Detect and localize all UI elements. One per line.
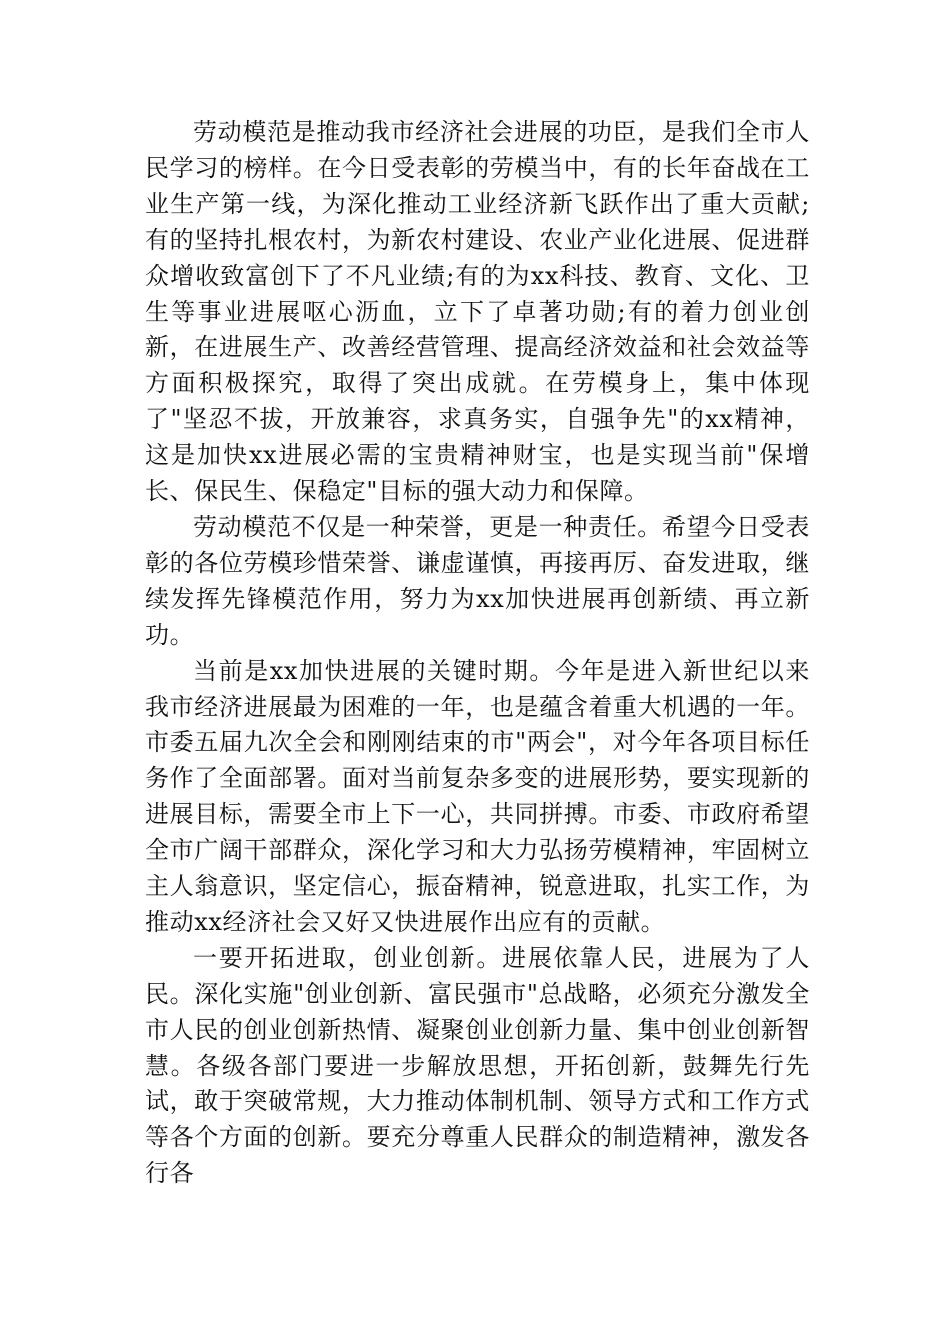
- paragraph-3: 当前是xx加快进展的关键时期。今年是进入新世纪以来我市经济进展最为困难的一年，也是蕴含着重大机遇的一年。市委五届九次全会和刚刚结束的市"两会"，对今年各项目标任务作了全面部署。面对当前复杂多变的进展形势，要实现新的进展目标，需要全市上下一心，共同拼搏。市委、市政府希望全市广阔干部群众，深化学习和大力弘扬劳模精神，牢固树立主人翁意识，坚定信心，振奋精神，锐意进取，扎实工作，为推动xx经济社会又好又快进展作出应有的贡献。: [145, 656, 810, 936]
- paragraph-1: 劳动模范是推动我市经济社会进展的功臣，是我们全市人民学习的榜样。在今日受表彰的劳模当中，有的长年奋战在工业生产第一线，为深化推动工业经济新飞跃作出了重大贡献;有的坚持扎根农村，为新农村建设、农业产业化进展、促进群众增收致富创下了不凡业绩;有的为xx科技、教育、文化、卫生等事业进展呕心沥血，立下了卓著功勋;有的着力创业创新，在进展生产、改善经营管理、提高经济效益和社会效益等方面积极探究，取得了突出成就。在劳模身上，集中体现了"坚忍不拔，开放兼容，求真务实，自强争先"的xx精神，这是加快xx进展必需的宝贵精神财宝，也是实现当前"保增长、保民生、保稳定"目标的强大动力和保障。: [145, 118, 810, 506]
- paragraph-4: 一要开拓进取，创业创新。进展依靠人民，进展为了人民。深化实施"创业创新、富民强市"总战略，必须充分激发全市人民的创业创新热情、凝聚创业创新力量、集中创业创新智慧。各级各部门要进一步解放思想，开拓创新，鼓舞先行先试，敢于突破常规，大力推动体制机制、领导方式和工作方式等各个方面的创新。要充分尊重人民群众的制造精神，激发各行各: [145, 943, 810, 1188]
- paragraph-2: 劳动模范不仅是一种荣誉，更是一种责任。希望今日受表彰的各位劳模珍惜荣誉、谦虚谨慎，再接再厉、奋发进取，继续发挥先锋模范作用，努力为xx加快进展再创新绩、再立新功。: [145, 512, 810, 649]
- document-body: [145, 115, 810, 1192]
